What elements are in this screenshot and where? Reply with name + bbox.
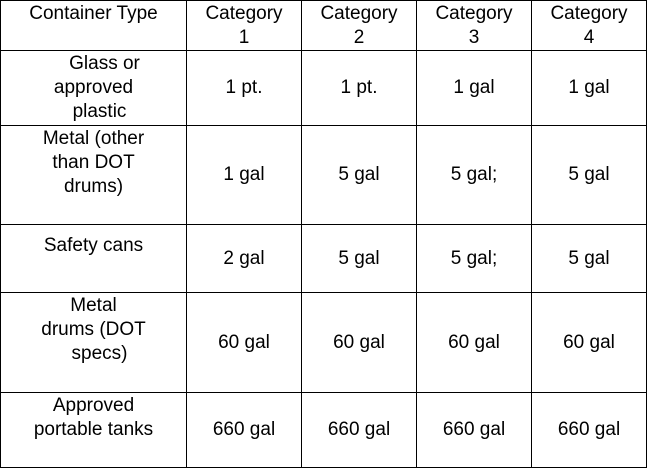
row-label-line: drums) (63, 176, 124, 197)
value-text: 1 gal (568, 77, 610, 98)
row-label-cell (1, 126, 187, 225)
value-text: 660 gal (557, 419, 621, 440)
row-label-cell (1, 225, 187, 293)
value-text: 5 gal; (450, 247, 498, 269)
table-row (1, 51, 647, 126)
value-cell (417, 51, 532, 126)
header-category-4 (532, 1, 647, 51)
value-text: 5 gal (568, 164, 610, 185)
value-text: 1 pt. (225, 77, 263, 98)
value-cell (532, 51, 647, 126)
value-cell (187, 293, 302, 393)
value-text: 5 gal (568, 247, 610, 269)
header-label: Category (320, 3, 398, 24)
value-cell (532, 126, 647, 225)
value-text: 60 gal (218, 331, 270, 353)
header-number: 2 (353, 27, 365, 48)
header-label: Category (550, 3, 628, 24)
value-text: 2 gal (223, 247, 265, 269)
row-label-line: plastic (72, 101, 127, 122)
value-cell (187, 225, 302, 293)
value-cell (187, 51, 302, 126)
value-text: 660 gal (212, 419, 276, 440)
header-label: Category (435, 3, 513, 24)
value-cell (532, 293, 647, 393)
value-cell (417, 225, 532, 293)
row-label-line: Glass or (69, 53, 140, 74)
value-cell (417, 126, 532, 225)
value-text: 60 gal (448, 331, 500, 353)
header-container-type (1, 1, 187, 51)
value-text: 5 gal; (450, 164, 498, 185)
header-label: Category (205, 3, 283, 24)
value-cell (187, 126, 302, 225)
value-cell (417, 393, 532, 468)
value-cell (302, 225, 417, 293)
row-label-line: Approved (52, 395, 135, 416)
value-text: 660 gal (327, 419, 391, 440)
row-label-cell (1, 293, 187, 393)
value-text: 660 gal (442, 419, 506, 440)
row-label-line: specs) (71, 343, 128, 364)
row-label-line: Metal (other (42, 128, 145, 149)
value-text: 60 gal (333, 331, 385, 353)
value-text: 1 pt. (340, 77, 378, 98)
row-label-cell (1, 51, 187, 126)
table-row (1, 126, 647, 225)
value-cell (302, 51, 417, 126)
row-label-line: drums (DOT (41, 319, 146, 340)
header-category-3 (417, 1, 532, 51)
row-label-line: approved (53, 77, 134, 98)
header-category-1 (187, 1, 302, 51)
header-number: 4 (583, 27, 595, 48)
header-number: 3 (468, 27, 480, 48)
value-text: 5 gal (338, 164, 380, 185)
value-text: 5 gal (338, 247, 380, 269)
value-text: 1 gal (223, 164, 265, 185)
value-cell (532, 393, 647, 468)
header-label: Container Type (29, 3, 158, 24)
row-label-line: Safety cans (43, 235, 144, 256)
row-label-line: portable tanks (33, 419, 154, 440)
table-header-row (1, 1, 647, 51)
value-cell (532, 225, 647, 293)
value-cell (302, 293, 417, 393)
table-row (1, 393, 647, 468)
header-category-2 (302, 1, 417, 51)
value-text: 60 gal (563, 331, 615, 353)
value-cell (302, 393, 417, 468)
value-cell (417, 293, 532, 393)
row-label-cell (1, 393, 187, 468)
row-label-line: Metal (70, 295, 117, 316)
table-row (1, 293, 647, 393)
value-cell (187, 393, 302, 468)
row-label-line: than DOT (52, 152, 135, 173)
value-cell (302, 126, 417, 225)
value-text: 1 gal (453, 77, 495, 98)
header-number: 1 (238, 27, 250, 48)
table-row (1, 225, 647, 293)
